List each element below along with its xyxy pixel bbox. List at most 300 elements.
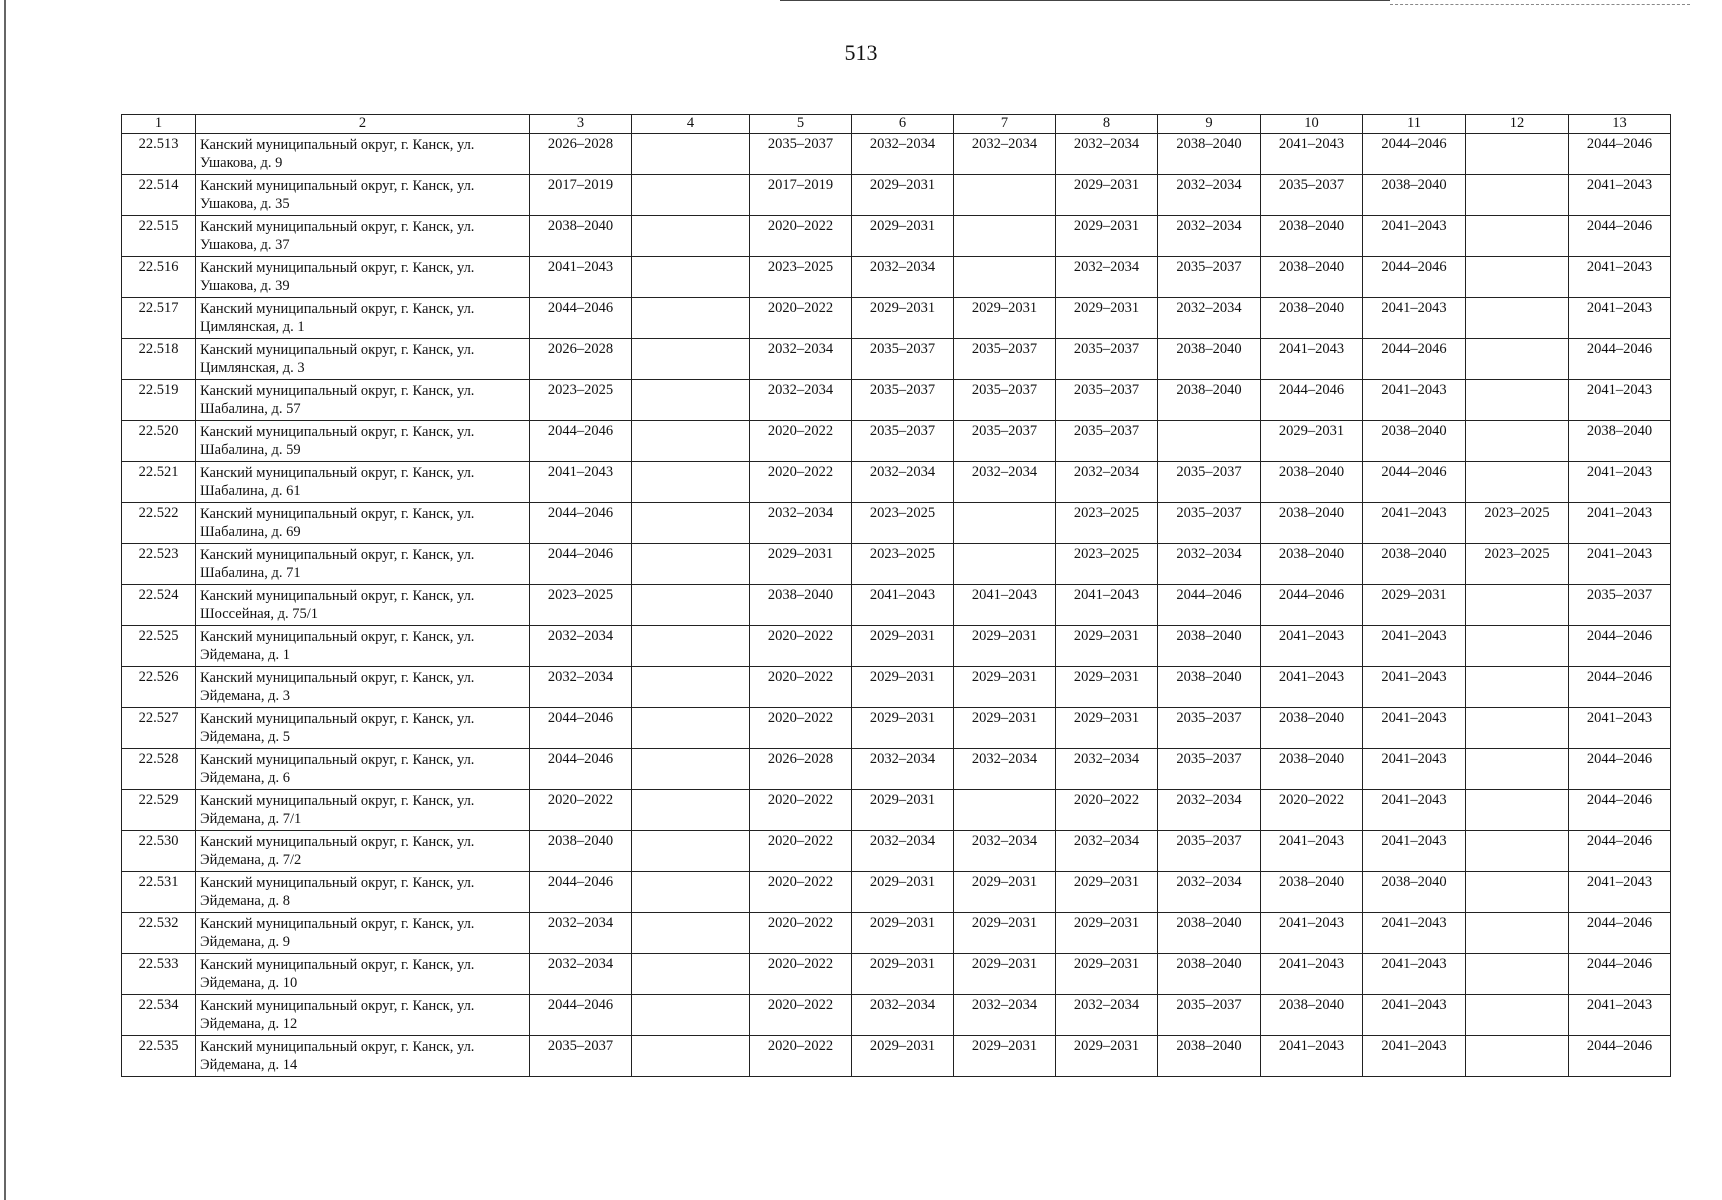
period-cell: 2029–2031	[954, 708, 1056, 749]
period-cell	[1466, 708, 1569, 749]
period-cell: 2029–2031	[954, 913, 1056, 954]
period-cell: 2044–2046	[1569, 667, 1671, 708]
period-cell: 2035–2037	[1158, 503, 1261, 544]
table-row	[122, 380, 1671, 421]
period-cell	[632, 749, 750, 790]
period-cell: 2038–2040	[1261, 872, 1363, 913]
address-cell: Канский муниципальный округ, г. Канск, ул. Эйдемана, д. 3	[196, 667, 530, 708]
period-cell: 2023–2025	[1056, 503, 1158, 544]
period-cell: 2044–2046	[1569, 913, 1671, 954]
period-cell: 2038–2040	[1158, 380, 1261, 421]
period-cell: 2020–2022	[750, 421, 852, 462]
address-cell: Канский муниципальный округ, г. Канск, ул. Шабалина, д. 59	[196, 421, 530, 462]
period-cell: 2032–2034	[1056, 462, 1158, 503]
address-cell: Канский муниципальный округ, г. Канск, ул. Эйдемана, д. 10	[196, 954, 530, 995]
column-header: 1	[122, 115, 196, 134]
period-cell	[632, 708, 750, 749]
period-cell: 2044–2046	[1363, 134, 1466, 175]
column-header: 9	[1158, 115, 1261, 134]
period-cell: 2038–2040	[1261, 257, 1363, 298]
address-cell: Канский муниципальный округ, г. Канск, ул. Шабалина, д. 69	[196, 503, 530, 544]
period-cell: 2023–2025	[750, 257, 852, 298]
period-cell: 2038–2040	[1261, 708, 1363, 749]
table-row	[122, 462, 1671, 503]
period-cell: 2023–2025	[1466, 503, 1569, 544]
column-header: 6	[852, 115, 954, 134]
period-cell: 2035–2037	[1569, 585, 1671, 626]
period-cell: 2044–2046	[1569, 831, 1671, 872]
period-cell: 2020–2022	[750, 462, 852, 503]
period-cell: 2044–2046	[1569, 134, 1671, 175]
period-cell: 2032–2034	[1056, 995, 1158, 1036]
period-cell: 2020–2022	[750, 1036, 852, 1077]
period-cell	[632, 298, 750, 339]
period-cell: 2041–2043	[1261, 1036, 1363, 1077]
period-cell: 2035–2037	[954, 380, 1056, 421]
period-cell: 2032–2034	[1056, 831, 1158, 872]
period-cell: 2038–2040	[750, 585, 852, 626]
period-cell	[632, 421, 750, 462]
column-header: 3	[530, 115, 632, 134]
period-cell: 2044–2046	[530, 995, 632, 1036]
period-cell: 2035–2037	[1261, 175, 1363, 216]
period-cell: 2029–2031	[750, 544, 852, 585]
period-cell	[632, 995, 750, 1036]
address-cell: Канский муниципальный округ, г. Канск, ул. Ушакова, д. 39	[196, 257, 530, 298]
period-cell: 2041–2043	[1569, 257, 1671, 298]
period-cell: 2029–2031	[852, 954, 954, 995]
period-cell	[1158, 421, 1261, 462]
period-cell: 2020–2022	[750, 872, 852, 913]
period-cell: 2032–2034	[954, 995, 1056, 1036]
period-cell: 2035–2037	[852, 380, 954, 421]
period-cell: 2029–2031	[954, 1036, 1056, 1077]
period-cell: 2032–2034	[1158, 872, 1261, 913]
period-cell: 2041–2043	[1056, 585, 1158, 626]
period-cell: 2041–2043	[1363, 790, 1466, 831]
period-cell: 2032–2034	[1158, 790, 1261, 831]
row-number-cell: 22.516	[122, 257, 196, 298]
period-cell: 2041–2043	[1363, 995, 1466, 1036]
period-cell: 2029–2031	[852, 216, 954, 257]
row-number-cell: 22.526	[122, 667, 196, 708]
period-cell: 2029–2031	[1056, 954, 1158, 995]
period-cell: 2032–2034	[954, 831, 1056, 872]
period-cell: 2044–2046	[1569, 749, 1671, 790]
period-cell: 2041–2043	[1363, 380, 1466, 421]
period-cell: 2041–2043	[1569, 503, 1671, 544]
row-number-cell: 22.531	[122, 872, 196, 913]
period-cell: 2035–2037	[1056, 339, 1158, 380]
period-cell	[1466, 298, 1569, 339]
period-cell: 2020–2022	[750, 216, 852, 257]
table-row	[122, 1036, 1671, 1077]
period-cell	[1466, 790, 1569, 831]
period-cell: 2041–2043	[852, 585, 954, 626]
period-cell: 2044–2046	[1569, 790, 1671, 831]
period-cell: 2032–2034	[750, 380, 852, 421]
period-cell: 2041–2043	[1363, 954, 1466, 995]
period-cell	[1466, 585, 1569, 626]
period-cell: 2032–2034	[852, 257, 954, 298]
period-cell: 2044–2046	[1261, 585, 1363, 626]
row-number-cell: 22.532	[122, 913, 196, 954]
table-row	[122, 872, 1671, 913]
period-cell: 2038–2040	[1158, 626, 1261, 667]
row-number-cell: 22.515	[122, 216, 196, 257]
column-header: 12	[1466, 115, 1569, 134]
row-number-cell: 22.533	[122, 954, 196, 995]
period-cell: 2038–2040	[530, 831, 632, 872]
period-cell: 2041–2043	[530, 462, 632, 503]
period-cell: 2035–2037	[852, 339, 954, 380]
period-cell	[632, 544, 750, 585]
period-cell: 2038–2040	[1261, 462, 1363, 503]
period-cell: 2032–2034	[1056, 749, 1158, 790]
period-cell: 2035–2037	[750, 134, 852, 175]
period-cell	[632, 257, 750, 298]
period-cell: 2032–2034	[852, 749, 954, 790]
period-cell: 2017–2019	[750, 175, 852, 216]
period-cell: 2032–2034	[1158, 298, 1261, 339]
period-cell: 2038–2040	[1261, 995, 1363, 1036]
period-cell: 2032–2034	[530, 954, 632, 995]
period-cell: 2035–2037	[1158, 995, 1261, 1036]
period-cell	[1466, 216, 1569, 257]
period-cell	[632, 339, 750, 380]
address-cell: Канский муниципальный округ, г. Канск, ул. Эйдемана, д. 12	[196, 995, 530, 1036]
period-cell: 2044–2046	[530, 749, 632, 790]
period-cell: 2041–2043	[1363, 626, 1466, 667]
scan-top-rule	[780, 0, 1390, 1]
period-cell: 2017–2019	[530, 175, 632, 216]
column-header: 13	[1569, 115, 1671, 134]
address-cell: Канский муниципальный округ, г. Канск, ул. Эйдемана, д. 6	[196, 749, 530, 790]
period-cell: 2020–2022	[1261, 790, 1363, 831]
period-cell: 2032–2034	[852, 995, 954, 1036]
period-cell	[1466, 831, 1569, 872]
table-row	[122, 831, 1671, 872]
period-cell: 2035–2037	[1056, 421, 1158, 462]
address-cell: Канский муниципальный округ, г. Канск, ул. Эйдемана, д. 7/2	[196, 831, 530, 872]
row-number-cell: 22.528	[122, 749, 196, 790]
period-cell: 2038–2040	[1261, 216, 1363, 257]
period-cell: 2044–2046	[1569, 216, 1671, 257]
period-cell	[632, 1036, 750, 1077]
period-cell	[1466, 667, 1569, 708]
period-cell: 2029–2031	[852, 913, 954, 954]
period-cell	[632, 175, 750, 216]
period-cell: 2020–2022	[1056, 790, 1158, 831]
period-cell: 2038–2040	[1158, 134, 1261, 175]
header-row	[122, 115, 1671, 134]
address-cell: Канский муниципальный округ, г. Канск, ул. Эйдемана, д. 1	[196, 626, 530, 667]
period-cell	[632, 380, 750, 421]
period-cell	[1466, 749, 1569, 790]
table-row	[122, 626, 1671, 667]
table-row	[122, 257, 1671, 298]
period-cell: 2041–2043	[1261, 667, 1363, 708]
period-cell: 2032–2034	[750, 339, 852, 380]
column-header: 8	[1056, 115, 1158, 134]
row-number-cell: 22.518	[122, 339, 196, 380]
period-cell: 2041–2043	[1569, 872, 1671, 913]
period-cell	[1466, 954, 1569, 995]
period-cell: 2032–2034	[852, 134, 954, 175]
table-row	[122, 913, 1671, 954]
period-cell	[632, 954, 750, 995]
period-cell: 2029–2031	[1056, 298, 1158, 339]
period-cell	[954, 503, 1056, 544]
period-cell: 2023–2025	[852, 544, 954, 585]
period-cell	[1466, 872, 1569, 913]
period-cell: 2044–2046	[1363, 339, 1466, 380]
period-cell	[632, 831, 750, 872]
period-cell: 2023–2025	[530, 585, 632, 626]
period-cell: 2029–2031	[954, 667, 1056, 708]
period-cell: 2035–2037	[1056, 380, 1158, 421]
address-cell: Канский муниципальный округ, г. Канск, ул. Ушакова, д. 37	[196, 216, 530, 257]
period-cell: 2029–2031	[1056, 708, 1158, 749]
period-cell	[954, 790, 1056, 831]
period-cell	[954, 175, 1056, 216]
period-cell: 2041–2043	[1363, 708, 1466, 749]
period-cell: 2029–2031	[1056, 872, 1158, 913]
period-cell: 2044–2046	[1569, 626, 1671, 667]
address-cell: Канский муниципальный округ, г. Канск, ул. Эйдемана, д. 5	[196, 708, 530, 749]
period-cell: 2041–2043	[1569, 298, 1671, 339]
period-cell	[1466, 462, 1569, 503]
period-cell: 2038–2040	[1158, 339, 1261, 380]
row-number-cell: 22.522	[122, 503, 196, 544]
table-row	[122, 298, 1671, 339]
period-cell: 2029–2031	[852, 175, 954, 216]
period-cell: 2020–2022	[750, 298, 852, 339]
period-cell: 2044–2046	[1363, 257, 1466, 298]
period-cell: 2035–2037	[1158, 749, 1261, 790]
period-cell: 2020–2022	[750, 831, 852, 872]
period-cell: 2029–2031	[954, 626, 1056, 667]
table-row	[122, 421, 1671, 462]
period-cell: 2041–2043	[1363, 667, 1466, 708]
period-cell: 2035–2037	[954, 421, 1056, 462]
period-cell: 2032–2034	[852, 462, 954, 503]
period-cell: 2041–2043	[1261, 626, 1363, 667]
row-number-cell: 22.530	[122, 831, 196, 872]
period-cell: 2020–2022	[530, 790, 632, 831]
period-cell: 2041–2043	[1261, 134, 1363, 175]
period-cell: 2044–2046	[530, 421, 632, 462]
period-cell: 2029–2031	[852, 790, 954, 831]
period-cell: 2023–2025	[1466, 544, 1569, 585]
period-cell	[632, 872, 750, 913]
period-cell: 2038–2040	[1261, 749, 1363, 790]
period-cell: 2029–2031	[1056, 175, 1158, 216]
period-cell: 2029–2031	[954, 954, 1056, 995]
period-cell: 2041–2043	[1261, 339, 1363, 380]
period-cell: 2041–2043	[1363, 298, 1466, 339]
period-cell: 2041–2043	[1363, 831, 1466, 872]
period-cell: 2032–2034	[954, 462, 1056, 503]
address-cell: Канский муниципальный округ, г. Канск, ул. Цимлянская, д. 1	[196, 298, 530, 339]
period-cell: 2041–2043	[1363, 216, 1466, 257]
period-cell: 2032–2034	[1158, 216, 1261, 257]
period-cell: 2035–2037	[1158, 462, 1261, 503]
column-header: 7	[954, 115, 1056, 134]
period-cell: 2032–2034	[530, 667, 632, 708]
address-cell: Канский муниципальный округ, г. Канск, ул. Ушакова, д. 35	[196, 175, 530, 216]
row-number-cell: 22.520	[122, 421, 196, 462]
row-number-cell: 22.514	[122, 175, 196, 216]
period-cell: 2029–2031	[852, 708, 954, 749]
period-cell	[954, 216, 1056, 257]
row-number-cell: 22.524	[122, 585, 196, 626]
period-cell: 2020–2022	[750, 708, 852, 749]
period-cell: 2026–2028	[530, 134, 632, 175]
period-cell	[632, 503, 750, 544]
period-cell	[1466, 380, 1569, 421]
period-cell: 2029–2031	[1056, 913, 1158, 954]
period-cell: 2035–2037	[1158, 257, 1261, 298]
period-cell: 2023–2025	[852, 503, 954, 544]
period-cell: 2029–2031	[852, 1036, 954, 1077]
period-cell: 2044–2046	[530, 503, 632, 544]
row-number-cell: 22.523	[122, 544, 196, 585]
period-cell: 2029–2031	[954, 872, 1056, 913]
period-cell: 2044–2046	[1569, 1036, 1671, 1077]
column-header: 10	[1261, 115, 1363, 134]
scan-top-rule-dashed	[1390, 4, 1690, 5]
period-cell: 2032–2034	[954, 749, 1056, 790]
row-number-cell: 22.534	[122, 995, 196, 1036]
table-row	[122, 175, 1671, 216]
period-cell: 2041–2043	[1363, 1036, 1466, 1077]
period-cell: 2044–2046	[530, 708, 632, 749]
period-cell: 2032–2034	[1056, 134, 1158, 175]
period-cell: 2020–2022	[750, 626, 852, 667]
address-cell: Канский муниципальный округ, г. Канск, ул. Эйдемана, д. 9	[196, 913, 530, 954]
table-row	[122, 995, 1671, 1036]
period-cell: 2032–2034	[1056, 257, 1158, 298]
period-cell: 2035–2037	[852, 421, 954, 462]
row-number-cell: 22.517	[122, 298, 196, 339]
period-cell: 2041–2043	[1569, 995, 1671, 1036]
period-cell: 2041–2043	[1261, 954, 1363, 995]
page-number: 513	[844, 40, 878, 65]
address-cell: Канский муниципальный округ, г. Канск, ул. Эйдемана, д. 14	[196, 1036, 530, 1077]
period-cell: 2038–2040	[1158, 913, 1261, 954]
table-row	[122, 708, 1671, 749]
period-cell: 2044–2046	[1363, 462, 1466, 503]
period-cell	[632, 216, 750, 257]
table-row	[122, 339, 1671, 380]
period-cell: 2026–2028	[530, 339, 632, 380]
address-cell: Канский муниципальный округ, г. Канск, ул. Эйдемана, д. 7/1	[196, 790, 530, 831]
row-number-cell: 22.527	[122, 708, 196, 749]
period-cell: 2023–2025	[530, 380, 632, 421]
period-cell	[1466, 995, 1569, 1036]
period-cell: 2038–2040	[1158, 954, 1261, 995]
period-cell: 2029–2031	[1056, 626, 1158, 667]
period-cell: 2041–2043	[1569, 544, 1671, 585]
period-cell: 2035–2037	[530, 1036, 632, 1077]
period-cell	[1466, 421, 1569, 462]
period-cell: 2032–2034	[750, 503, 852, 544]
table-row	[122, 667, 1671, 708]
period-cell	[1466, 339, 1569, 380]
period-cell: 2038–2040	[1363, 544, 1466, 585]
period-cell: 2038–2040	[1261, 544, 1363, 585]
period-cell: 2041–2043	[1363, 749, 1466, 790]
address-cell: Канский муниципальный округ, г. Канск, ул. Шоссейная, д. 75/1	[196, 585, 530, 626]
period-cell	[632, 585, 750, 626]
period-cell: 2038–2040	[1261, 503, 1363, 544]
row-number-cell: 22.525	[122, 626, 196, 667]
period-cell: 2029–2031	[852, 667, 954, 708]
address-cell: Канский муниципальный округ, г. Канск, ул. Цимлянская, д. 3	[196, 339, 530, 380]
period-cell: 2038–2040	[1261, 298, 1363, 339]
period-cell	[632, 134, 750, 175]
period-cell	[632, 667, 750, 708]
address-cell: Канский муниципальный округ, г. Канск, ул. Шабалина, д. 57	[196, 380, 530, 421]
period-cell	[954, 544, 1056, 585]
period-cell: 2020–2022	[750, 954, 852, 995]
period-cell: 2032–2034	[530, 913, 632, 954]
address-cell: Канский муниципальный округ, г. Канск, ул. Шабалина, д. 71	[196, 544, 530, 585]
period-cell: 2038–2040	[1158, 667, 1261, 708]
period-cell: 2041–2043	[954, 585, 1056, 626]
period-cell: 2029–2031	[954, 298, 1056, 339]
period-cell: 2041–2043	[1569, 380, 1671, 421]
period-cell: 2026–2028	[750, 749, 852, 790]
period-cell: 2044–2046	[530, 544, 632, 585]
period-cell	[1466, 134, 1569, 175]
table-row	[122, 134, 1671, 175]
period-cell: 2035–2037	[1158, 708, 1261, 749]
period-cell: 2023–2025	[1056, 544, 1158, 585]
column-header: 11	[1363, 115, 1466, 134]
period-cell: 2041–2043	[530, 257, 632, 298]
period-cell: 2044–2046	[530, 298, 632, 339]
schedule-table	[121, 114, 1671, 1077]
period-cell: 2044–2046	[1158, 585, 1261, 626]
period-cell	[632, 462, 750, 503]
period-cell: 2044–2046	[1569, 339, 1671, 380]
period-cell: 2029–2031	[1261, 421, 1363, 462]
period-cell: 2041–2043	[1569, 462, 1671, 503]
period-cell: 2032–2034	[1158, 544, 1261, 585]
row-number-cell: 22.535	[122, 1036, 196, 1077]
period-cell: 2020–2022	[750, 913, 852, 954]
period-cell: 2029–2031	[1363, 585, 1466, 626]
period-cell: 2038–2040	[1363, 175, 1466, 216]
period-cell: 2041–2043	[1569, 175, 1671, 216]
row-number-cell: 22.513	[122, 134, 196, 175]
period-cell	[1466, 1036, 1569, 1077]
period-cell: 2041–2043	[1261, 831, 1363, 872]
row-number-cell: 22.521	[122, 462, 196, 503]
period-cell: 2020–2022	[750, 790, 852, 831]
period-cell	[1466, 175, 1569, 216]
period-cell	[954, 257, 1056, 298]
period-cell: 2029–2031	[852, 626, 954, 667]
address-cell: Канский муниципальный округ, г. Канск, ул. Шабалина, д. 61	[196, 462, 530, 503]
table-row	[122, 749, 1671, 790]
period-cell: 2038–2040	[1569, 421, 1671, 462]
table-row	[122, 503, 1671, 544]
row-number-cell: 22.519	[122, 380, 196, 421]
table-row	[122, 216, 1671, 257]
